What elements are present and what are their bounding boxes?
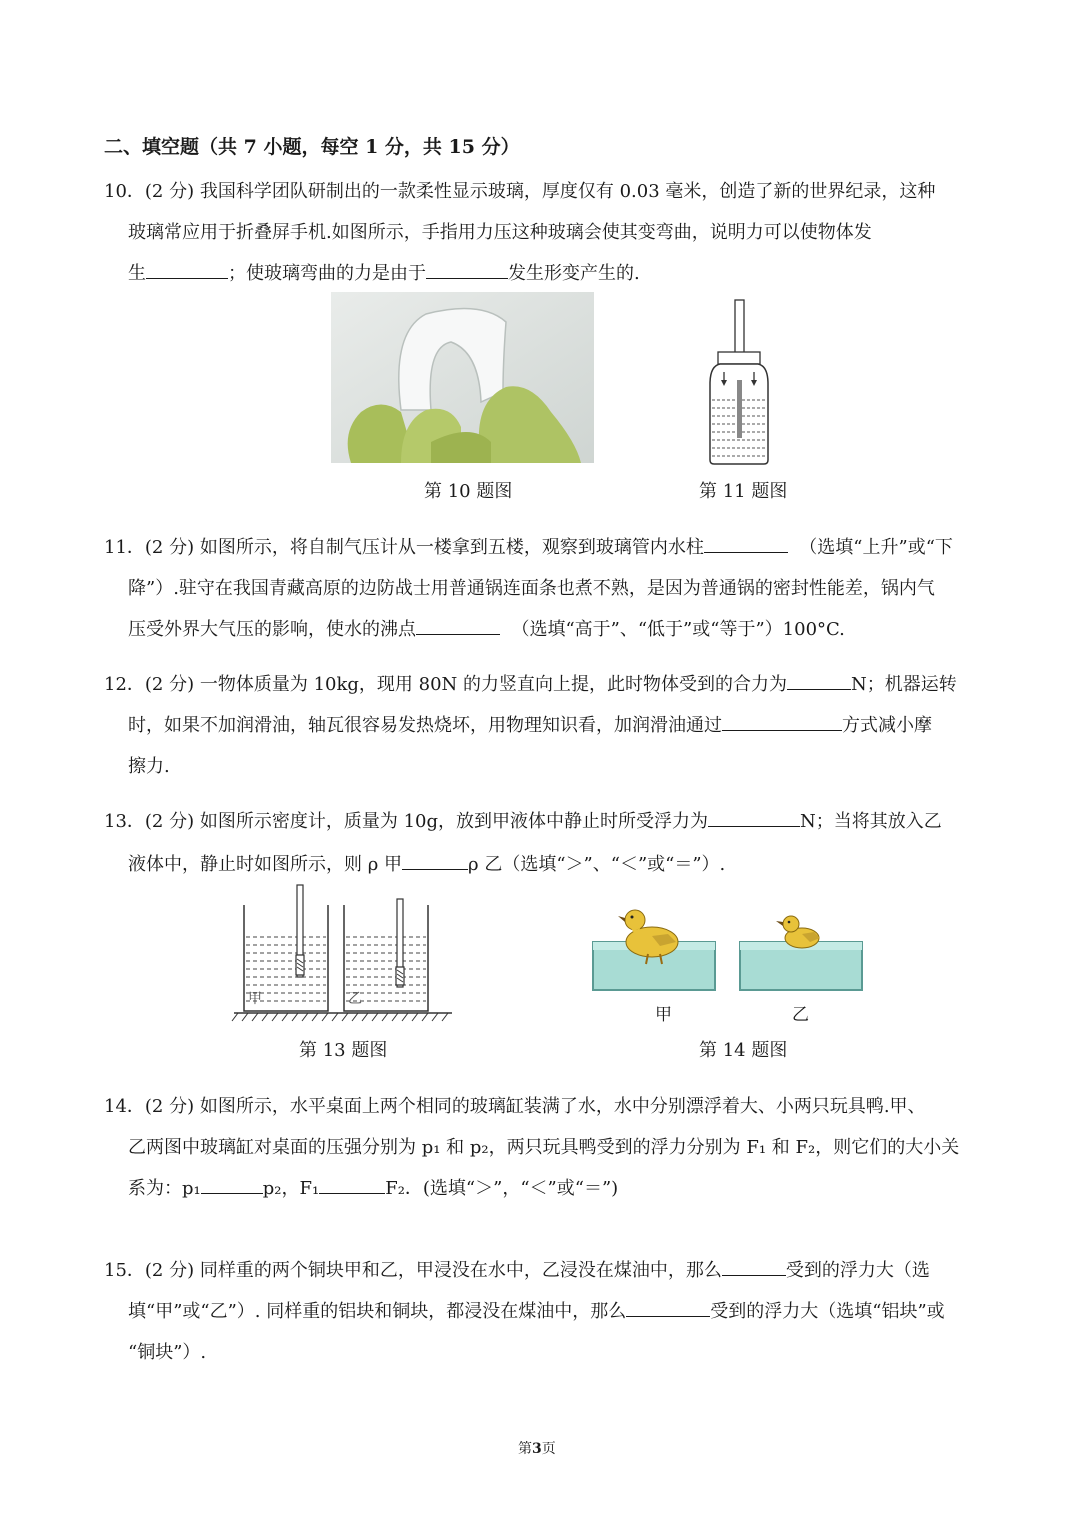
tank-label-yi: 乙 (348, 991, 362, 1007)
q11-text: 11．(2 分) 如图所示，将自制气压计从一楼拿到五楼，观察到玻璃管内水柱 (104, 537, 704, 558)
answer-blank[interactable] (402, 853, 468, 870)
q11-text: （选填“上升”或“下 (799, 537, 953, 558)
q13-text: N；当将其放入乙 (800, 811, 942, 832)
answer-blank[interactable] (722, 714, 842, 731)
section-title: 二、填空题（共 7 小题，每空 1 分，共 15 分） (104, 136, 520, 158)
page-number-value: 3 (532, 1441, 542, 1457)
q14-line2: 乙两图中玻璃缸对桌面的压强分别为 p₁ 和 p₂，两只玩具鸭受到的浮力分别为 F₁ 和 F₂，则它们的大小关 (128, 1137, 960, 1158)
figure-14-caption: 第 14 题图 (699, 1040, 788, 1061)
q15-text: 填“甲”或“乙”）. 同样重的铝块和铜块，都浸没在煤油中，那么 (128, 1301, 627, 1322)
answer-blank[interactable] (201, 1177, 263, 1194)
figure-14-label-yi: 乙 (792, 1005, 809, 1025)
q11-line3 (128, 615, 845, 641)
answer-blank[interactable] (626, 1300, 710, 1317)
q12-text: N；机器运转 (851, 674, 957, 695)
q12-text: 12．(2 分) 一物体质量为 10kg，现用 80N 的力竖直向上提，此时物体受到的合力为 (104, 674, 787, 695)
answer-blank[interactable] (722, 1259, 786, 1276)
q12-line3: 擦力. (128, 756, 170, 777)
q14-text: F₂．(选填“＞”，“＜”或“＝”) (385, 1178, 619, 1199)
figure-14-label-jia: 甲 (655, 1005, 672, 1025)
q11-text: （选填“高于”、“低于”或“等于”）100°C. (511, 619, 845, 640)
figure-11-caption: 第 11 题图 (699, 481, 788, 502)
q12-text: 方式减小摩 (842, 715, 932, 736)
answer-blank[interactable] (319, 1177, 385, 1194)
q11-line1 (104, 533, 953, 559)
q15-text: 受到的浮力大（选 (785, 1260, 930, 1281)
q12-line1 (104, 670, 957, 696)
q10-text: 生 (128, 263, 146, 284)
q14-text: 系为：p₁ (128, 1178, 201, 1199)
figure-10-bent-glass-photo (331, 292, 594, 463)
q15-line3: “铜块”）. (128, 1342, 207, 1363)
figure-10-caption: 第 10 题图 (424, 481, 513, 502)
figure-14-ducks (590, 902, 866, 994)
answer-blank[interactable] (416, 618, 500, 635)
q10-line1: 10．(2 分) 我国科学团队研制出的一款柔性显示玻璃，厚度仅有 0.03 毫米，创造了新的世界纪录，这种 (104, 181, 936, 202)
page-number (518, 1438, 556, 1458)
answer-blank[interactable] (708, 810, 800, 827)
answer-blank[interactable] (787, 673, 851, 690)
tank-label-jia: 甲 (248, 991, 262, 1007)
q10-text: ；使玻璃弯曲的力是由于 (228, 263, 426, 284)
figure-11-barometer (706, 300, 770, 465)
q13-text: ρ 乙（选填“＞”、“＜”或“＝”）. (468, 854, 726, 875)
q10-line3 (128, 259, 640, 285)
q13-text: 液体中，静止时如图所示，则 ρ 甲 (128, 854, 403, 875)
q13-line1 (104, 807, 942, 833)
q15-text: 受到的浮力大（选填“铝块”或 (710, 1301, 945, 1322)
answer-blank[interactable] (426, 262, 508, 279)
q12-line2 (128, 711, 932, 737)
q14-text: p₂，F₁ (262, 1178, 320, 1199)
page-suffix: 页 (541, 1441, 556, 1457)
figure-13-hydrometers (232, 885, 454, 1025)
q11-line2: 降”）.驻守在我国青藏高原的边防战士用普通锅连面条也煮不熟，是因为普通锅的密封性能差，锅内气 (128, 578, 935, 599)
q13-text: 13．(2 分) 如图所示密度计，质量为 10g，放到甲液体中静止时所受浮力为 (104, 811, 708, 832)
q14-line3 (128, 1174, 618, 1200)
q15-line2 (128, 1297, 945, 1323)
answer-blank[interactable] (146, 262, 228, 279)
q15-line1 (104, 1256, 930, 1282)
q14-line1: 14．(2 分) 如图所示，水平桌面上两个相同的玻璃缸装满了水，水中分别漂浮着大、小两只玩具鸭.甲、 (104, 1096, 926, 1117)
page-prefix: 第 (518, 1441, 532, 1457)
q10-text: 发生形变产生的. (508, 263, 640, 284)
figure-13-caption: 第 13 题图 (299, 1040, 388, 1061)
q12-text: 时，如果不加润滑油，轴瓦很容易发热烧坏，用物理知识看，加润滑油通过 (128, 715, 722, 736)
q13-line2 (128, 850, 725, 876)
q10-line2: 玻璃常应用于折叠屏手机.如图所示，手指用力压这种玻璃会使其变弯曲，说明力可以使物体发 (128, 222, 872, 243)
q11-text: 压受外界大气压的影响，使水的沸点 (128, 619, 416, 640)
q15-text: 15．(2 分) 同样重的两个铜块甲和乙，甲浸没在水中，乙浸没在煤油中，那么 (104, 1260, 722, 1281)
answer-blank[interactable] (704, 536, 788, 553)
